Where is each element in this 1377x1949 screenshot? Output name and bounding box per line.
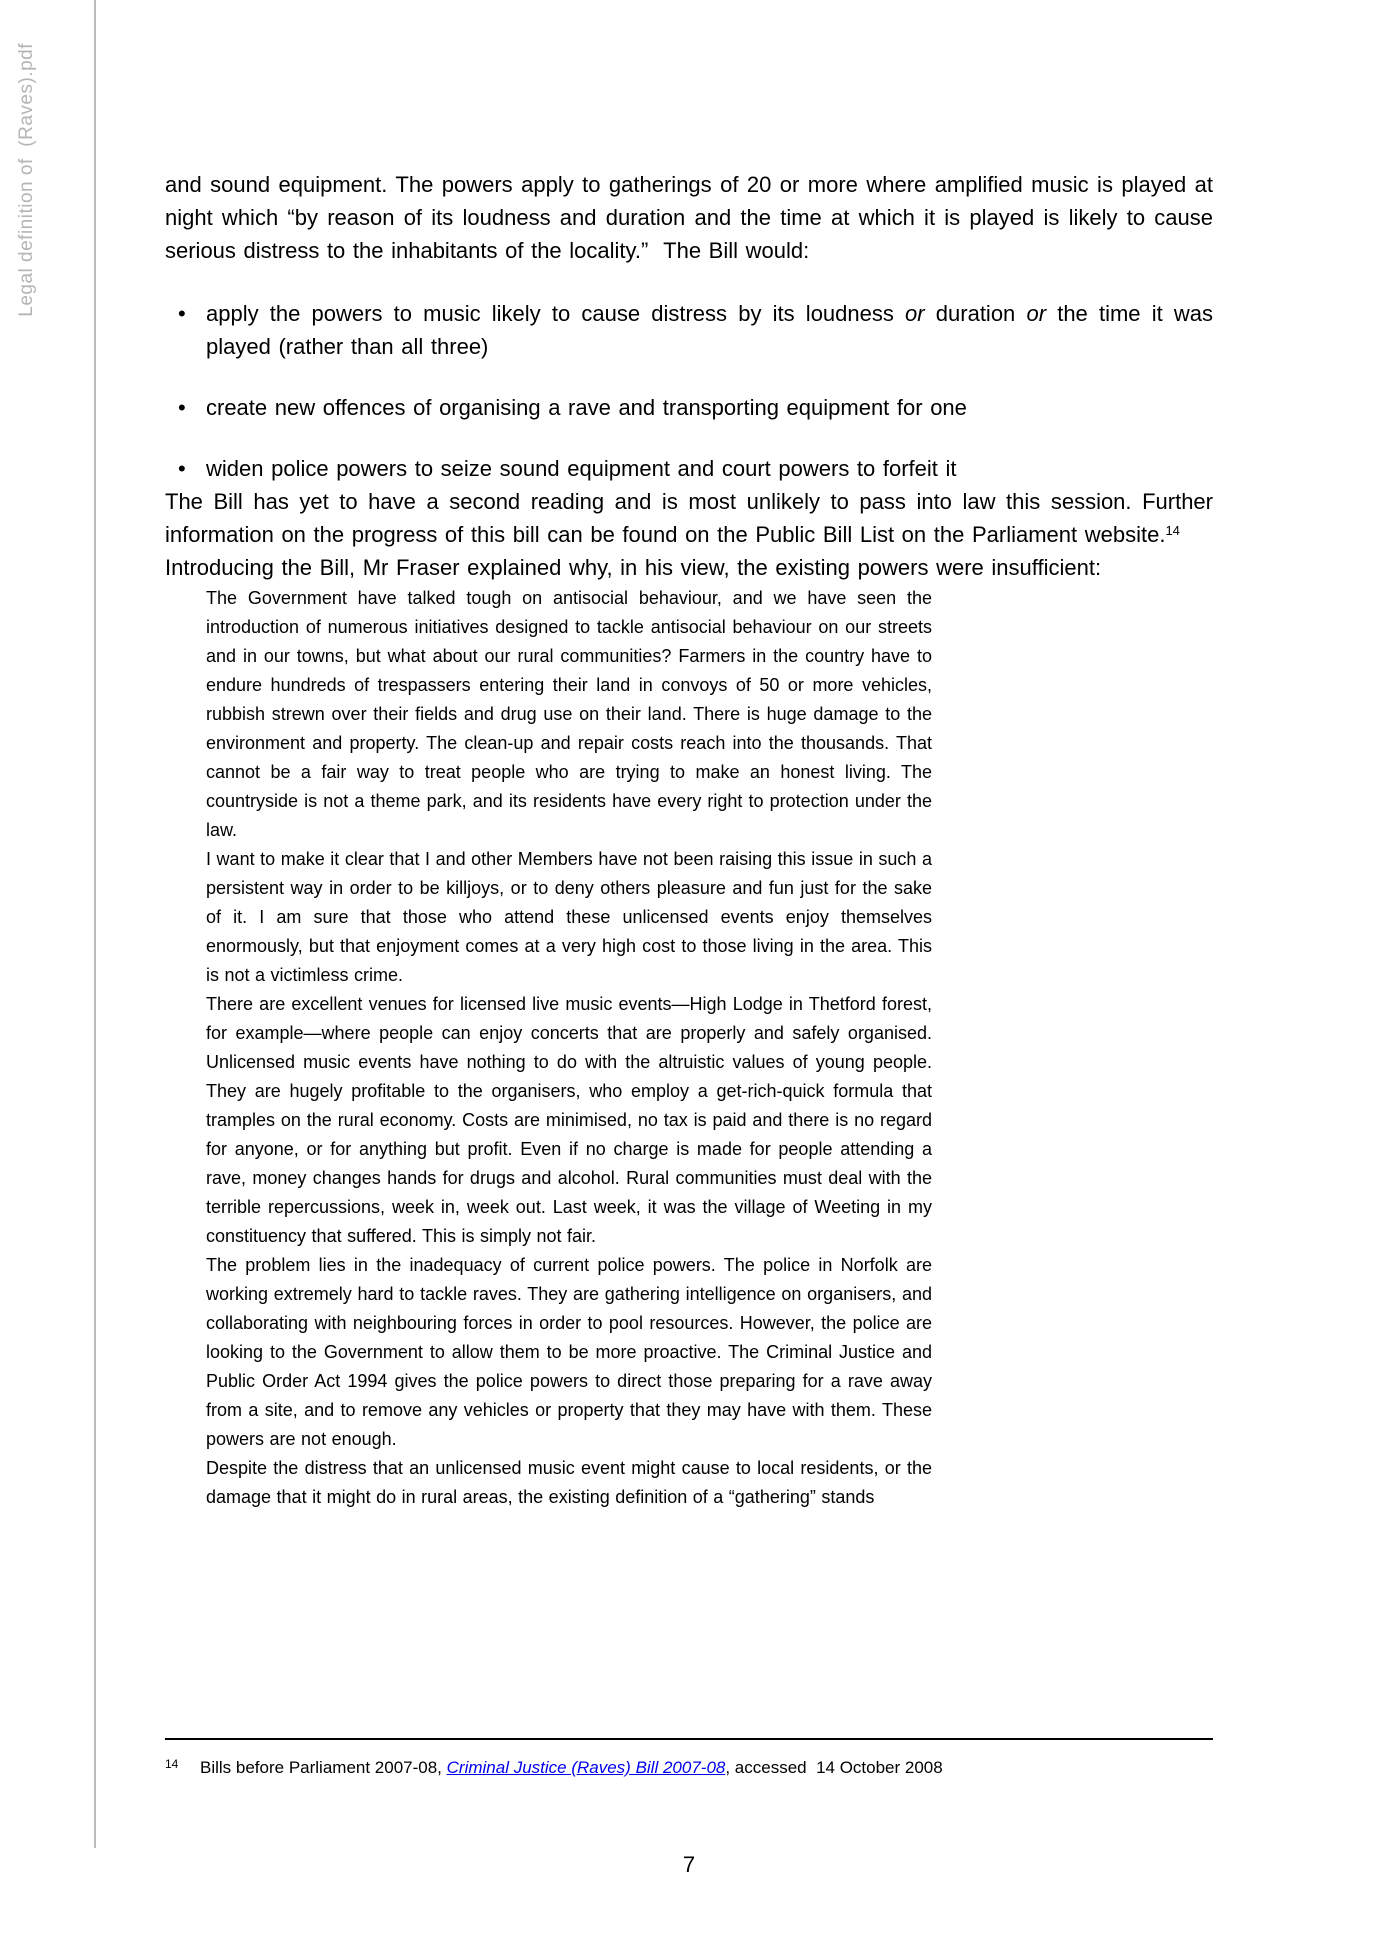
paragraph-intro: and sound equipment. The powers apply to gatherings of 20 or more where amplified music is played at night which “by reason of its loudness and duration and the time at which it is played is likely to cause serious distress to the inhabitants of the locality.” The Bill would:	[165, 172, 1213, 263]
footnote-text: Bills before Parliament 2007-08,	[200, 1758, 447, 1777]
quote-paragraph: Despite the distress that an unlicensed music event might cause to local residents, or the damage that it might do in rural areas, the existing definition of a “gathering” stands	[206, 1458, 932, 1507]
sidebar-filename-label: Legal definition of (Raves).pdf	[16, 43, 37, 317]
list-item-text: create new offences of organising a rave and transporting equipment for one	[206, 395, 967, 420]
page-number: 7	[682, 1852, 696, 1877]
bullet-icon	[178, 297, 186, 330]
sidebar-divider	[94, 0, 96, 1848]
bullet-icon	[178, 452, 186, 485]
paragraph-text: The Bill has yet to have a second reading and is most unlikely to pass into law this session. Further information on the progress of this bill can be found on the Public Bill List on the Parliament website.	[165, 489, 1213, 547]
footnote	[165, 1757, 1300, 1779]
list-item	[165, 297, 1213, 363]
quote-paragraph: The Government have talked tough on antisocial behaviour, and we have seen the introduction of numerous initiatives designed to tackle antisocial behaviour on our streets and in our towns, but what about our rural communities? Farmers in the country have to endure hundreds of trespassers entering their land in convoys of 50 or more vehicles, rubbish strewn over their fields and drug use on their land. There is huge damage to the environment and property. The clean-up and repair costs reach into the thousands. That cannot be a fair way to treat people who are trying to make an honest living. The countryside is not a theme park, and its residents have every right to protection under the law.	[206, 588, 932, 840]
quote-paragraph: I want to make it clear that I and other Members have not been raising this issue in such a persistent way in order to be killjoys, or to deny others pleasure and fun just for the sake of it. I am sure that those who attend these unlicensed events enjoy themselves enormously, but that enjoyment comes at a very high cost to those living in the area. This is not a victimless crime.	[206, 849, 932, 985]
quote-paragraph: There are excellent venues for licensed live music events—High Lodge in Thetford forest, for example—where people can enjoy concerts that are properly and safely organised. Unlicensed music events have nothing to do with the altruistic values of young people. They are hugely profitable to the organisers, who employ a get-rich-quick formula that tramples on the rural economy. Costs are minimised, no tax is paid and there is no regard for anyone, or for anything but profit. Even if no charge is made for people attending a rave, money changes hands for drugs and alcohol. Rural communities must deal with the terrible repercussions, week in, week out. Last week, it was the village of Weeting in my constituency that suffered. This is simply not fair.	[206, 994, 932, 1246]
quote-block	[206, 584, 932, 1512]
list-item-text: widen police powers to seize sound equipment and court powers to forfeit it	[206, 456, 957, 481]
paragraph-introducing: Introducing the Bill, Mr Fraser explained why, in his view, the existing powers were insufficient:	[165, 555, 1102, 580]
paragraph-bill-status	[165, 485, 1213, 551]
list-item-text-italic: or	[905, 301, 925, 326]
list-item	[165, 391, 1213, 424]
footnote-reference: 14	[1165, 523, 1180, 538]
list-item-text: duration	[924, 301, 1027, 326]
list-item-text-italic: or	[1026, 301, 1047, 326]
list-item-text: the time it was played (rather than all three)	[206, 301, 1213, 359]
footnote-number: 14	[165, 1757, 179, 1771]
footnote-text: , accessed 14 October 2008	[725, 1758, 943, 1777]
quote-paragraph: The problem lies in the inadequacy of current police powers. The police in Norfolk are working extremely hard to tackle raves. They are gathering intelligence on organisers, and collaborating with neighbouring forces in order to pool resources. However, the police are looking to the Government to allow them to be more proactive. The Criminal Justice and Public Order Act 1994 gives the police powers to direct those preparing for a rave away from a site, and to remove any vehicles or property that they may have with them. These powers are not enough.	[206, 1255, 932, 1449]
footnote-separator-rule	[165, 1738, 1213, 1740]
pdf-page	[165, 168, 1213, 1512]
list-item	[165, 452, 1213, 485]
bullet-icon	[178, 391, 186, 424]
list-item-text: apply the powers to music likely to cause distress by its loudness	[206, 301, 906, 326]
bill-provisions-list	[165, 297, 1213, 485]
footnote-link[interactable]: Criminal Justice (Raves) Bill 2007-08	[446, 1758, 726, 1777]
